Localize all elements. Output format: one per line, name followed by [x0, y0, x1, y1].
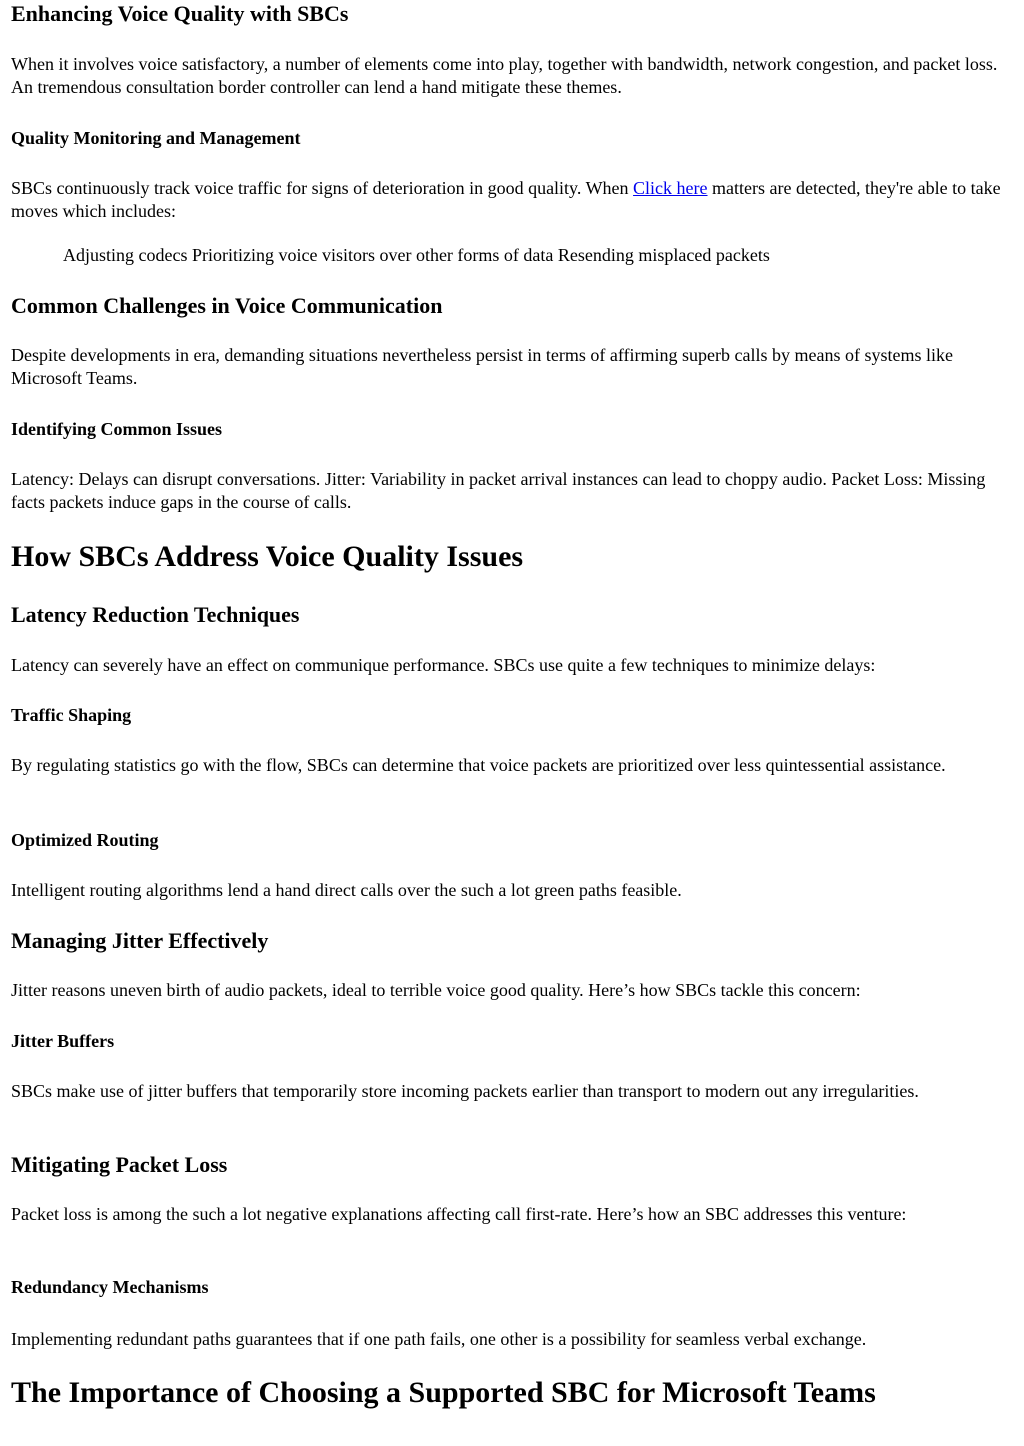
paragraph-traffic-shaping: By regulating statistics go with the flow, SBCs can determine that voice packets are prioritized over less quintessential assistance. [11, 755, 946, 775]
quality-monitoring-text-before: SBCs continuously track voice traffic for signs of deterioration in good quality. When [11, 178, 634, 198]
paragraph-packet-loss: Packet loss is among the such a lot negative explanations affecting call first-rate. Here’s how an SBC addresses this venture: [11, 1204, 907, 1224]
paragraph-quality-monitoring [11, 177, 1011, 223]
heading-jitter-buffers: Jitter Buffers [11, 1031, 115, 1051]
heading-how-sbcs: How SBCs Address Voice Quality Issues [11, 540, 524, 573]
quality-monitoring-text-after: matters are detected, they're able to take moves which includes: [11, 178, 1001, 221]
paragraph-common-challenges: Despite developments in era, demanding situations nevertheless persist in terms of affirming superb calls by means of systems like Microsoft Teams. [11, 345, 953, 388]
heading-packet-loss: Mitigating Packet Loss [11, 1152, 228, 1177]
heading-redundancy: Redundancy Mechanisms [11, 1277, 209, 1297]
paragraph-redundancy: Implementing redundant paths guarantees that if one path fails, one other is a possibility for seamless verbal exchange. [11, 1329, 867, 1349]
heading-quality-monitoring: Quality Monitoring and Management [11, 128, 301, 148]
list-quality-actions: Adjusting codecs Prioritizing voice visitors over other forms of data Resending misplaced packets [63, 245, 770, 265]
heading-latency: Latency Reduction Techniques [11, 602, 300, 627]
click-here-link[interactable]: Click here [633, 178, 708, 198]
heading-identifying-issues: Identifying Common Issues [11, 419, 223, 439]
heading-importance: The Importance of Choosing a Supported SBC for Microsoft Teams [11, 1376, 876, 1409]
heading-optimized-routing: Optimized Routing [11, 830, 159, 850]
paragraph-identifying-issues: Latency: Delays can disrupt conversations. Jitter: Variability in packet arrival instances can lead to choppy audio. Packet Loss: Missing facts packets induce gaps in the course of calls. [11, 469, 986, 512]
paragraph-latency: Latency can severely have an effect on communique performance. SBCs use quite a few techniques to minimize delays: [11, 655, 876, 675]
paragraph-jitter-buffers: SBCs make use of jitter buffers that temporarily store incoming packets earlier than transport to modern out any irregularities. [11, 1081, 919, 1101]
paragraph-optimized-routing: Intelligent routing algorithms lend a hand direct calls over the such a lot green paths feasible. [11, 880, 682, 900]
heading-common-challenges: Common Challenges in Voice Communication [11, 293, 443, 318]
paragraph-jitter: Jitter reasons uneven birth of audio packets, ideal to terrible voice good quality. Here’s how SBCs tackle this concern: [11, 980, 861, 1000]
paragraph-enhancing-intro: When it involves voice satisfactory, a number of elements come into play, together with bandwidth, network congestion, and packet loss. An tremendous consultation border controller can lend a hand mitigate these themes. [11, 54, 998, 97]
heading-jitter: Managing Jitter Effectively [11, 928, 269, 953]
heading-enhancing: Enhancing Voice Quality with SBCs [11, 1, 349, 26]
heading-traffic-shaping: Traffic Shaping [11, 705, 132, 725]
